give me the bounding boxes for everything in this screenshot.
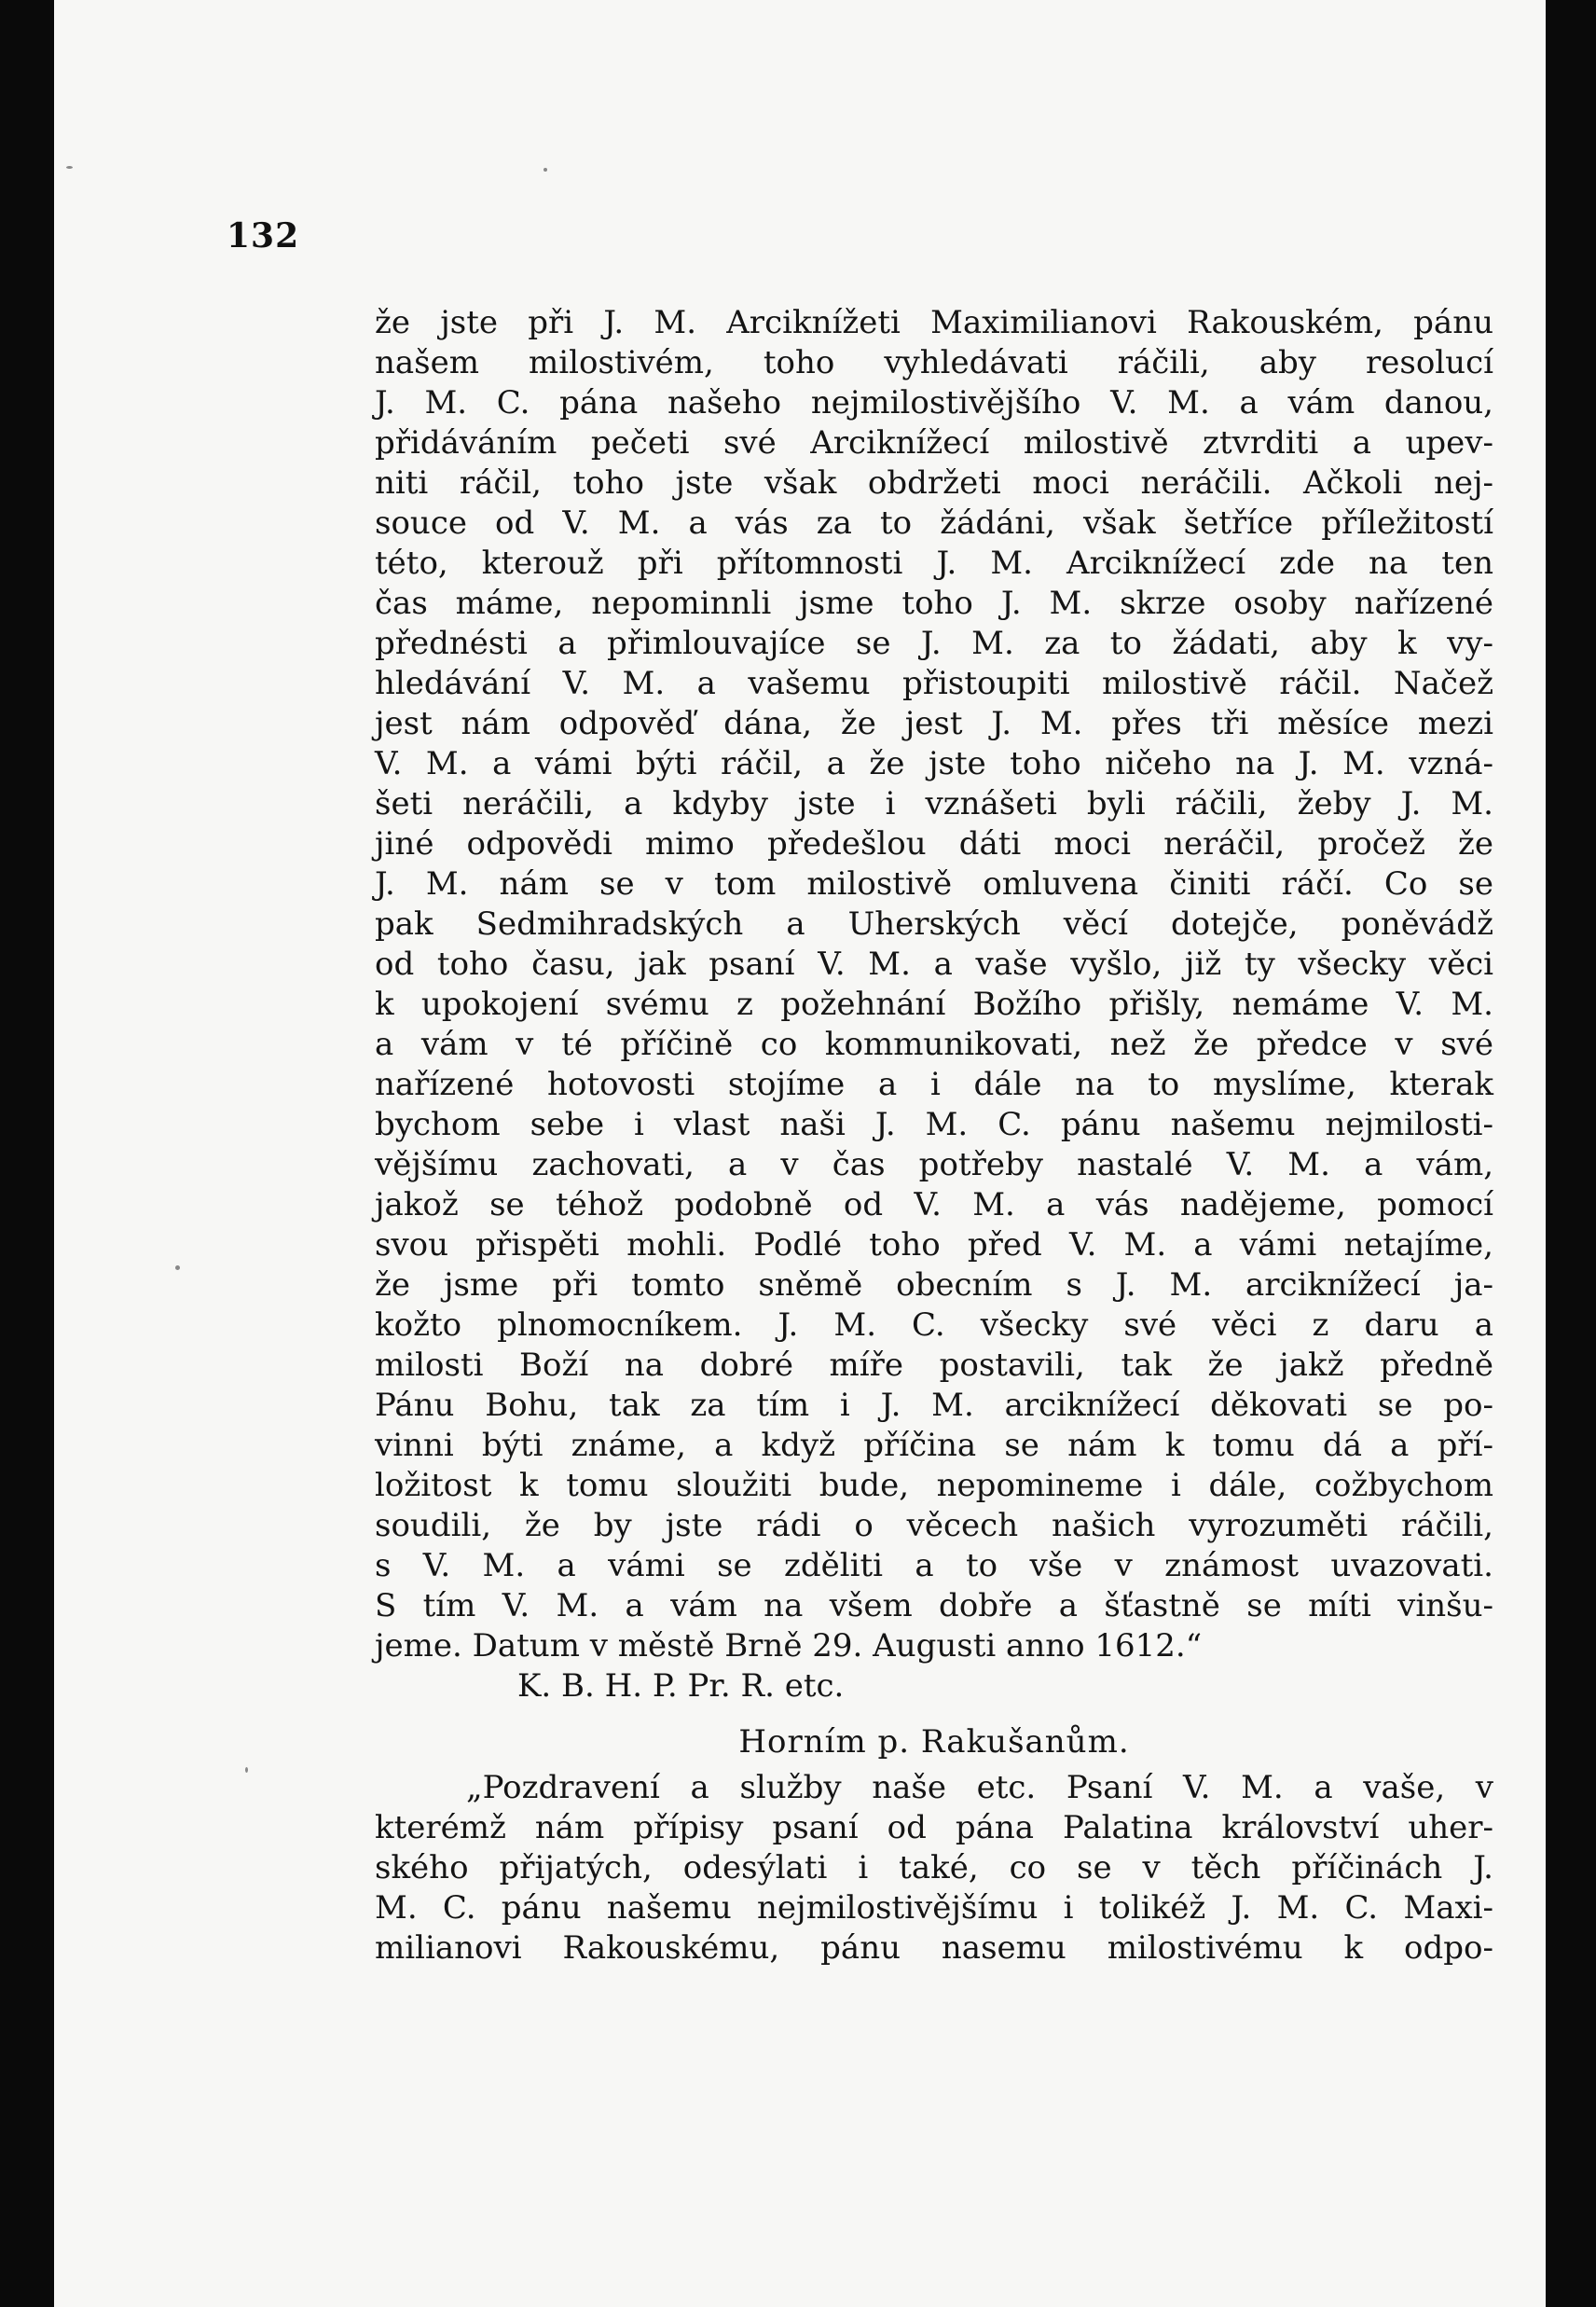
text-line: přidáváním pečeti své Arciknížecí milostivě ztvrditi a upev-: [375, 424, 1493, 462]
scanned-page: [54, 0, 1546, 2307]
text-line: J. M. C. pána našeho nejmilostivějšího V. M. a vám danou,: [375, 384, 1493, 421]
text-line: a vám v té příčině co kommunikovati, než že předce v své: [375, 1026, 1493, 1063]
text-line: našem milostivém, toho vyhledávati ráčili, aby resolucí: [375, 344, 1493, 381]
text-line: jeme. Datum v městě Brně 29. Augusti anno 1612.“: [375, 1627, 1203, 1665]
section-heading: Horním p. Rakušanům.: [738, 1723, 1130, 1761]
text-line: jakož se téhož podobně od V. M. a vás nadějeme, pomocí: [375, 1186, 1493, 1223]
signature-line: K. B. H. P. Pr. R. etc.: [517, 1667, 845, 1705]
text-line: niti ráčil, toho jste však obdržeti moci neráčili. Ačkoli nej-: [375, 464, 1493, 502]
text-line: svou přispěti mohli. Podlé toho před V. M. a vámi netajíme,: [375, 1226, 1493, 1264]
text-line: že jsme při tomto sněmě obecním s J. M. arciknížecí ja-: [375, 1266, 1493, 1304]
text-line: pak Sedmihradských a Uherských věcí dotejče, poněvádž: [375, 905, 1493, 943]
scan-speck: [543, 168, 547, 172]
text-line: S tím V. M. a vám na všem dobře a šťastně se míti vinšu-: [375, 1587, 1493, 1624]
text-line: od toho času, jak psaní V. M. a vaše vyšlo, již ty všecky věci: [375, 946, 1493, 983]
text-line: jest nám odpověď dána, že jest J. M. přes tři měsíce mezi: [375, 705, 1493, 742]
text-line: J. M. nám se v tom milostivě omluvena činiti ráčí. Co se: [375, 865, 1493, 903]
text-line: kterémž nám přípisy psaní od pána Palatina království uher-: [375, 1809, 1493, 1846]
text-line: souce od V. M. a vás za to žádáni, však šetříce příležitostí: [375, 504, 1493, 542]
text-line: šeti neráčili, a kdyby jste i vznášeti byli ráčili, žeby J. M.: [375, 785, 1493, 822]
text-line: k upokojení svému z požehnání Božího přišly, nemáme V. M.: [375, 986, 1493, 1023]
text-line: bychom sebe i vlast naši J. M. C. pánu našemu nejmilosti-: [375, 1106, 1493, 1143]
text-line: že jste při J. M. Arciknížeti Maximilianovi Rakouském, pánu: [375, 304, 1493, 341]
text-line: „Pozdravení a služby naše etc. Psaní V. M. a vaše, v: [466, 1769, 1493, 1806]
text-line: ložitost k tomu sloužiti bude, nepomineme i dále, cožbychom: [375, 1467, 1493, 1504]
text-line: ského přijatých, odesýlati i také, co se v těch příčinách J.: [375, 1849, 1493, 1886]
scan-speck: [245, 1767, 248, 1773]
text-line: soudili, že by jste rádi o věcech našich vyrozuměti ráčili,: [375, 1507, 1493, 1544]
text-line: čas máme, nepominnli jsme toho J. M. skrze osoby nařízené: [375, 585, 1493, 622]
text-line: této, kterouž při přítomnosti J. M. Arciknížecí zde na ten: [375, 545, 1493, 582]
text-line: milosti Boží na dobré míře postavili, tak že jakž předně: [375, 1347, 1493, 1384]
body-text: [375, 303, 1493, 1969]
text-line: V. M. a vámi býti ráčil, a že jste toho ničeho na J. M. vzná-: [375, 745, 1493, 782]
text-line: vějšímu zachovati, a v čas potřeby nastalé V. M. a vám,: [375, 1146, 1493, 1183]
text-line: kožto plnomocníkem. J. M. C. všecky své věci z daru a: [375, 1306, 1493, 1344]
text-line: M. C. pánu našemu nejmilostivějšímu i tolikéž J. M. C. Maxi-: [375, 1889, 1493, 1927]
text-line: Pánu Bohu, tak za tím i J. M. arciknížecí děkovati se po-: [375, 1387, 1493, 1424]
scan-speck: [175, 1265, 180, 1270]
scan-speck: [66, 166, 73, 169]
text-line: milianovi Rakouskému, pánu nasemu milostivému k odpo-: [375, 1929, 1493, 1967]
text-line: přednésti a přimlouvajíce se J. M. za to žádati, aby k vy-: [375, 625, 1493, 662]
page-number: 132: [227, 216, 300, 256]
text-line: hledávání V. M. a vašemu přistoupiti milostivě ráčil. Načež: [375, 665, 1493, 702]
text-line: s V. M. a vámi se zděliti a to vše v známost uvazovati.: [375, 1547, 1493, 1584]
text-line: jiné odpovědi mimo předešlou dáti moci neráčil, pročež že: [375, 825, 1493, 863]
text-line: vinni býti známe, a když příčina se nám k tomu dá a pří-: [375, 1427, 1493, 1464]
text-line: nařízené hotovosti stojíme a i dále na to myslíme, kterak: [375, 1066, 1493, 1103]
